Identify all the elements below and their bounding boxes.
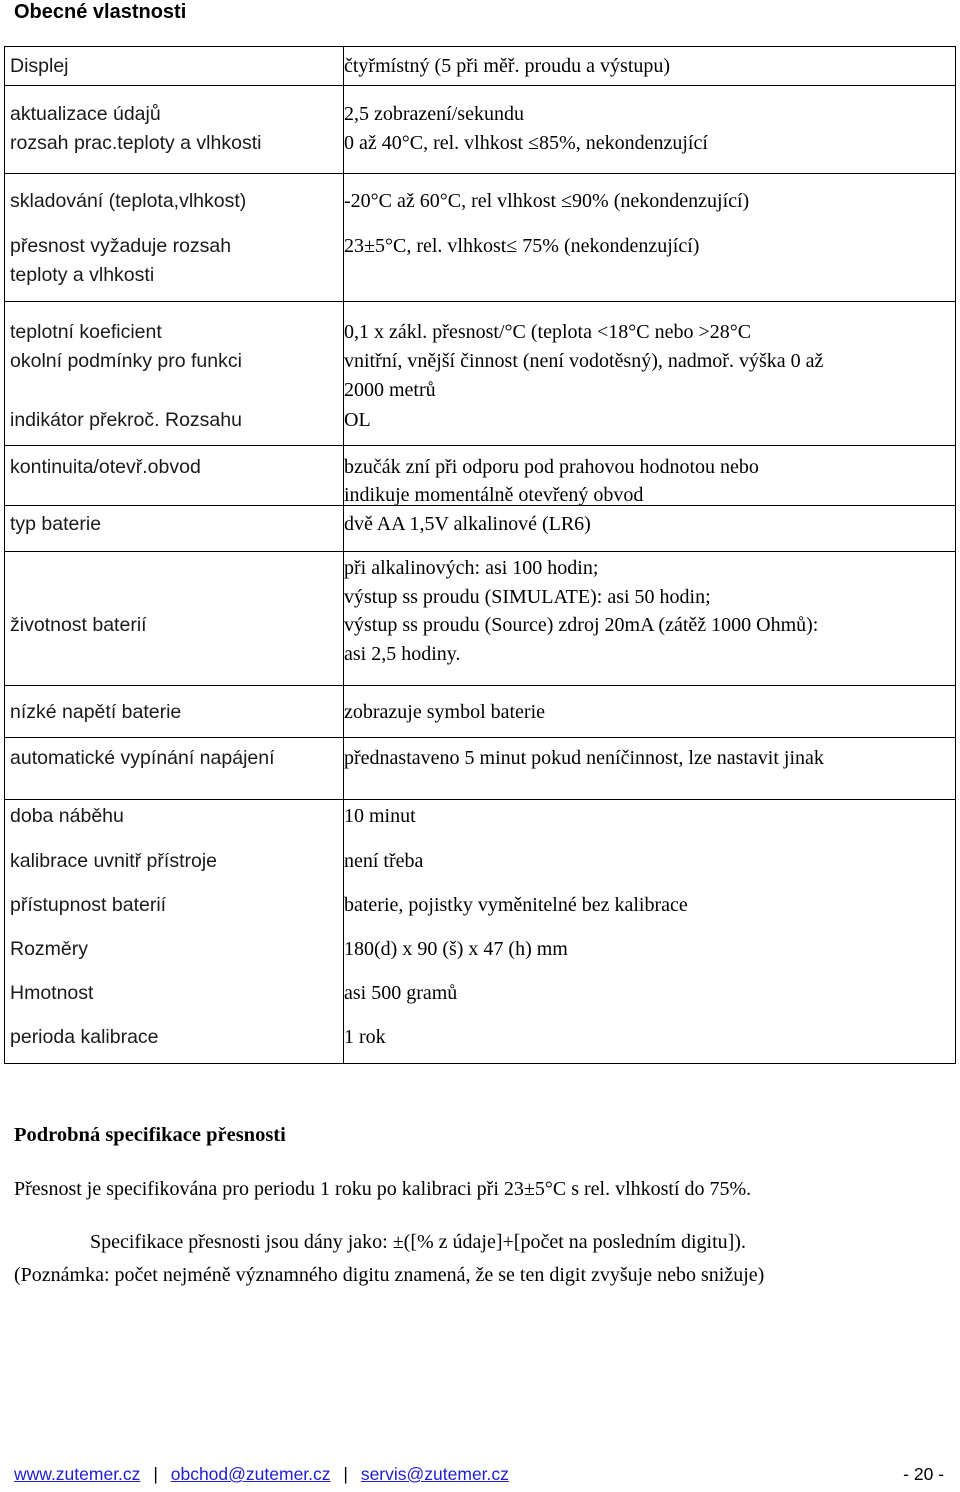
table-value: 2000 metrů (344, 379, 436, 401)
table-row-divider (5, 85, 955, 86)
table-label: okolní podmínky pro funkci (10, 350, 242, 372)
table-label: rozsah prac.teploty a vlhkosti (10, 132, 262, 154)
table-value: vnitřní, vnější činnost (není vodotěsný), nadmoř. výška 0 až (344, 350, 824, 372)
paragraph-accuracy-format: Specifikace přesnosti jsou dány jako: ±([% z údaje]+[počet na posledním digitu]). (90, 1231, 746, 1253)
table-value: baterie, pojistky vyměnitelné bez kalibrace (344, 894, 688, 916)
table-value: 10 minut (344, 805, 416, 827)
footer (14, 1463, 509, 1485)
table-value: čtyřmístný (5 při měř. proudu a výstupu) (344, 55, 671, 77)
page-number: - 20 - (903, 1464, 944, 1484)
table-label: Displej (10, 55, 69, 77)
table-label: doba náběhu (10, 805, 124, 827)
table-label: skladování (teplota,vlhkost) (10, 190, 247, 212)
table-label: aktualizace údajů (10, 103, 161, 125)
table-label: Rozměry (10, 938, 89, 960)
table-label: automatické vypínání napájení (10, 747, 275, 769)
table-value: výstup ss proudu (SIMULATE): asi 50 hodin; (344, 586, 711, 608)
table-row-divider (5, 173, 955, 174)
table-value: 0 až 40°C, rel. vlhkost ≤85%, nekondenzující (344, 132, 708, 154)
table-label: přístupnost baterií (10, 894, 167, 916)
table-row-divider (5, 799, 955, 800)
table-label: Hmotnost (10, 982, 94, 1004)
footer-link-orders-email[interactable]: obchod@zutemer.cz (170, 1464, 331, 1484)
table-value: dvě AA 1,5V alkalinové (LR6) (344, 513, 591, 535)
table-value: indikuje momentálně otevřený obvod (344, 484, 644, 506)
footer-link-service-email[interactable]: servis@zutemer.cz (360, 1464, 509, 1484)
table-value: 180(d) x 90 (š) x 47 (h) mm (344, 938, 568, 960)
footer-separator: | (153, 1464, 158, 1484)
table-row-divider (5, 551, 955, 552)
footer-separator: | (343, 1464, 348, 1484)
table-label: kontinuita/otevř.obvod (10, 456, 201, 478)
table-value: není třeba (344, 850, 424, 872)
table-value: 23±5°C, rel. vlhkost≤ 75% (nekondenzující) (344, 235, 700, 257)
table-value: 0,1 x zákl. přesnost/°C (teplota <18°C nebo >28°C (344, 321, 752, 343)
table-value: zobrazuje symbol baterie (344, 701, 546, 723)
section-title-accuracy: Podrobná specifikace přesnosti (14, 1124, 286, 1146)
table-label: typ baterie (10, 513, 102, 535)
table-row-divider (5, 685, 955, 686)
table-label: teplotní koeficient (10, 321, 162, 343)
table-value: OL (344, 409, 371, 431)
table-row-divider (5, 737, 955, 738)
table-label: teploty a vlhkosti (10, 264, 155, 286)
paragraph-accuracy-note: (Poznámka: počet nejméně významného digitu znamená, že se ten digit zvyšuje nebo snižuje) (14, 1264, 765, 1286)
table-label: indikátor překroč. Rozsahu (10, 409, 242, 431)
table-value: 2,5 zobrazení/sekundu (344, 103, 524, 125)
table-value: přednastaveno 5 minut pokud neníčinnost, lze nastavit jinak (344, 747, 824, 769)
table-value: bzučák zní při odporu pod prahovou hodnotou nebo (344, 456, 759, 478)
table-label: perioda kalibrace (10, 1026, 159, 1048)
table-value: 1 rok (344, 1026, 386, 1048)
table-label: kalibrace uvnitř přístroje (10, 850, 217, 872)
table-row-divider (5, 445, 955, 446)
table-value: výstup ss proudu (Source) zdroj 20mA (zátěž 1000 Ohmů): (344, 614, 819, 636)
table-value: -20°C až 60°C, rel vlhkost ≤90% (nekondenzující) (344, 190, 750, 212)
section-title-general: Obecné vlastnosti (14, 1, 187, 23)
table-label: nízké napětí baterie (10, 701, 182, 723)
table-value: při alkalinových: asi 100 hodin; (344, 557, 599, 579)
footer-link-website[interactable]: www.zutemer.cz (14, 1464, 141, 1484)
table-value: asi 2,5 hodiny. (344, 643, 461, 665)
paragraph-accuracy-period: Přesnost je specifikována pro periodu 1 roku po kalibraci při 23±5°C s rel. vlhkostí do 75%. (14, 1178, 752, 1200)
table-row-divider (5, 301, 955, 302)
table-label: přesnost vyžaduje rozsah (10, 235, 232, 257)
table-label: životnost baterií (10, 614, 147, 636)
table-value: asi 500 gramů (344, 982, 458, 1004)
